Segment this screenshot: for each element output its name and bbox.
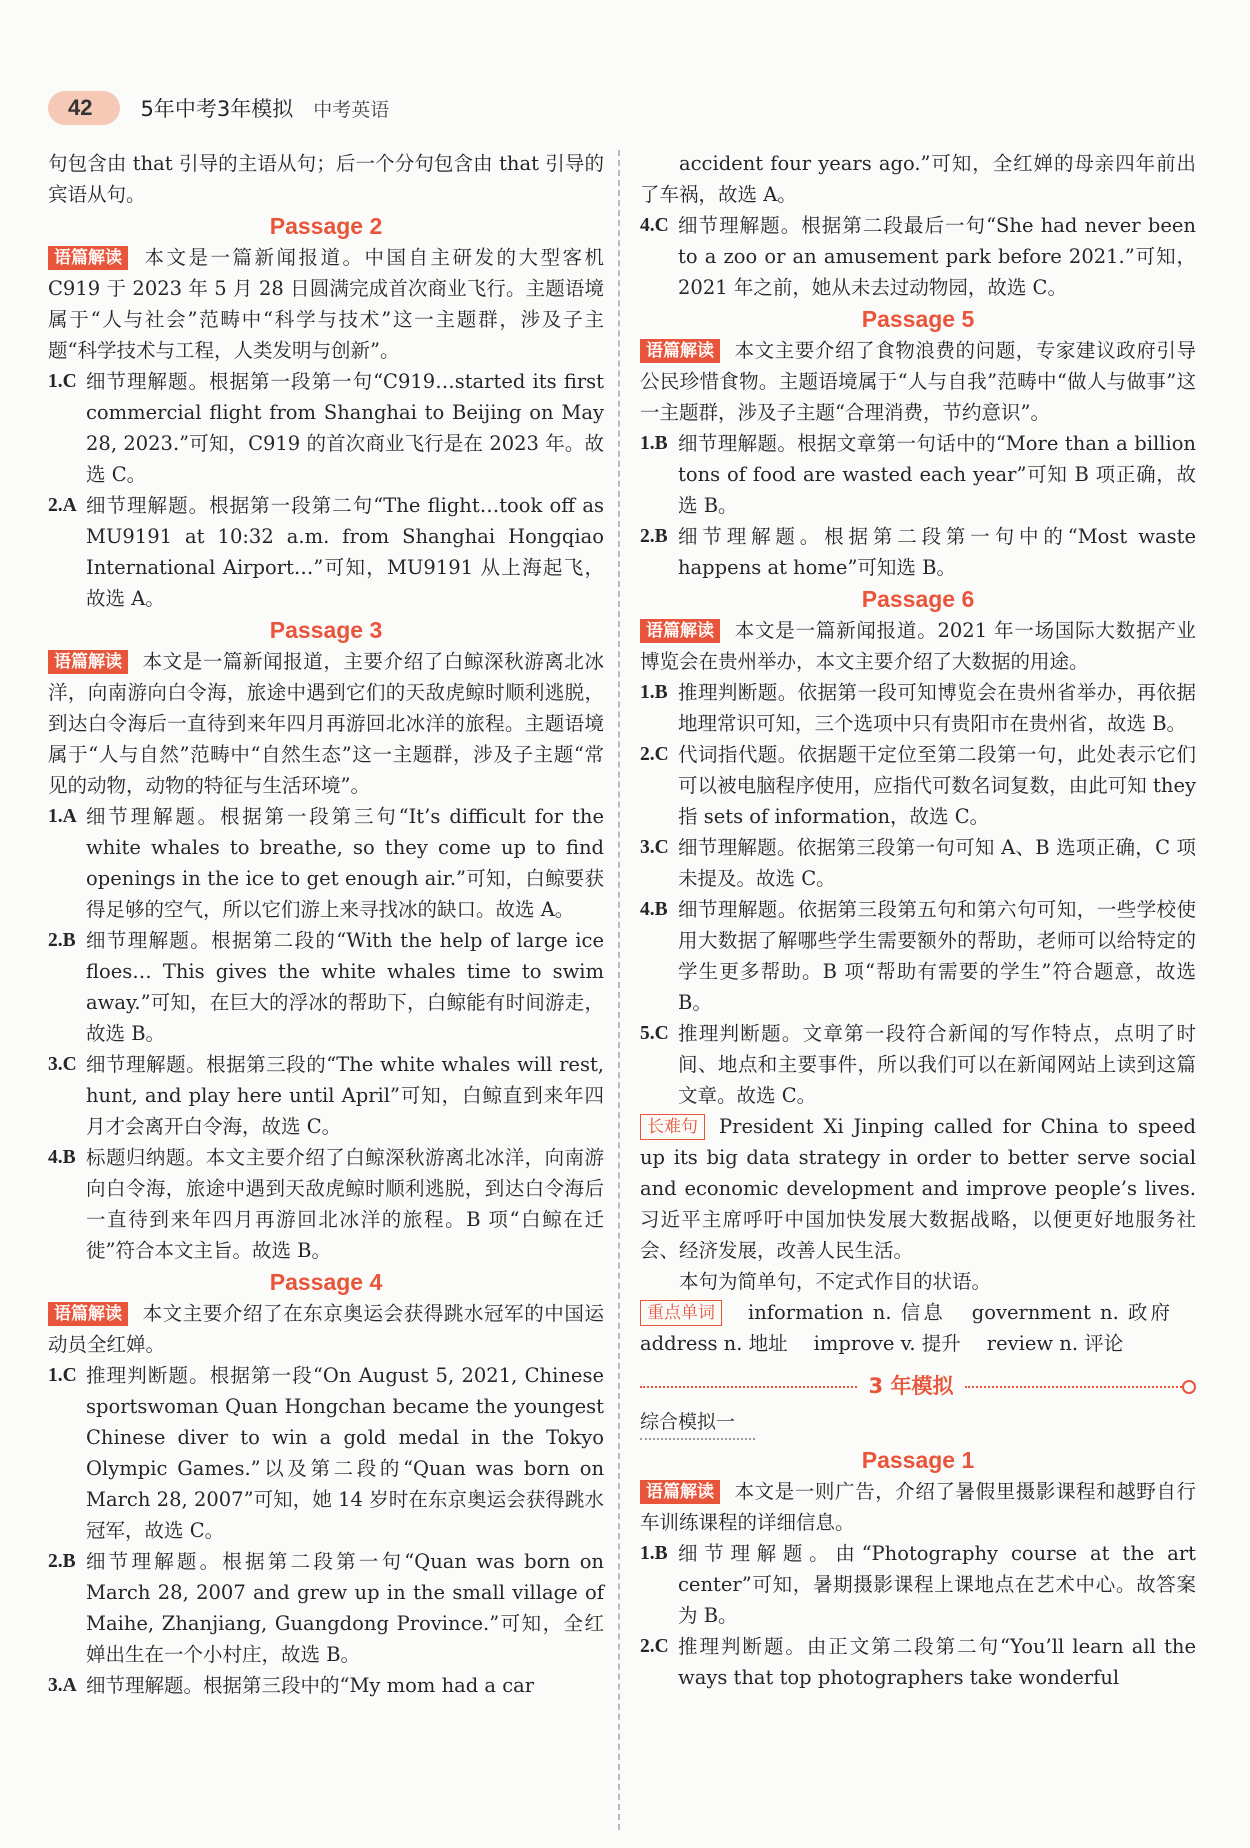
vocab-item: address n. 地址 — [640, 1332, 788, 1355]
page-number: 42 — [48, 91, 120, 125]
subsection — [640, 1406, 1196, 1444]
left-column — [48, 148, 604, 1701]
section-tag: 语篇解读 — [640, 339, 720, 363]
page-header — [48, 88, 389, 128]
answer-number: 2.C — [640, 744, 669, 765]
answer-number: 4.C — [640, 215, 669, 236]
answer-number: 1.C — [48, 371, 77, 392]
reading-analysis — [48, 1298, 604, 1360]
reading-analysis — [48, 646, 604, 801]
answer-item — [640, 210, 1196, 303]
answer-number: 2.B — [48, 930, 76, 951]
answer-explanation: 细节理解题。根据第一段第二句“The flight…took off as MU9191 at 10:32 a.m. from Shanghai Hongqiao International Airport…”可知，MU9191 从上海起飞，故选 A。 — [86, 494, 604, 610]
paragraph: 本句为简单句，不定式作目的状语。 — [679, 1270, 992, 1293]
answer-number: 3.C — [640, 837, 669, 858]
answer-item — [640, 521, 1196, 583]
reading-analysis — [640, 615, 1196, 677]
answer-item — [48, 925, 604, 1049]
section-title: 3 年模拟 — [868, 1374, 954, 1398]
answer-item — [48, 1670, 604, 1701]
answer-item — [640, 1631, 1196, 1693]
answer-item — [48, 366, 604, 490]
answer-explanation: 推理判断题。依据第一段可知博览会在贵州省举办，再依据地理常识可知，三个选项中只有贵阳市在贵州省，故选 B。 — [678, 681, 1196, 735]
dotted-line — [965, 1386, 1182, 1388]
answer-explanation: 标题归纳题。本文主要介绍了白鲸深秋游离北冰洋，向南游向白令海，旅途中遇到天敌虎鲸时顺利逃脱，到达白令海后一直待到来年四月再游回北冰洋的旅程。B 项“白鲸在迁徙”符合本文主旨。故选 B。 — [86, 1146, 604, 1262]
analysis-text: 本文是一篇新闻报道。2021 年一场国际大数据产业博览会在贵州举办，本文主要介绍了大数据的用途。 — [640, 619, 1196, 673]
section-tag: 语篇解读 — [640, 619, 720, 643]
subsection-title: 综合模拟一 — [640, 1407, 755, 1440]
answer-number: 4.B — [640, 899, 668, 920]
section-tag: 语篇解读 — [48, 1302, 128, 1326]
vocab-item: improve v. 提升 — [813, 1332, 961, 1355]
reading-analysis — [640, 335, 1196, 428]
answer-item — [640, 832, 1196, 894]
reading-analysis — [48, 242, 604, 366]
answer-item — [640, 894, 1196, 1018]
subject-label: 中考英语 — [313, 98, 390, 121]
passage-heading: Passage 5 — [861, 306, 975, 332]
answer-explanation: 细节理解题。根据第一段第三句“It’s difficult for the white whales to breathe, so they come up to find openings in the ice to get enough air.”可知，白鲸要获得足够的空气，所以它们游上来寻找冰的缺口。故选 A。 — [86, 805, 604, 921]
answer-number: 4.B — [48, 1147, 76, 1168]
long-sentence — [640, 1111, 1196, 1266]
answer-number: 1.B — [640, 682, 668, 703]
answer-item — [640, 1538, 1196, 1631]
answer-item — [640, 1018, 1196, 1111]
answer-number: 2.A — [48, 495, 77, 516]
dotted-line — [640, 1386, 857, 1388]
answer-item — [640, 677, 1196, 739]
answer-number: 1.A — [48, 806, 77, 827]
answer-explanation: 代词指代题。依据题干定位至第二段第一句，此处表示它们可以被电脑程序使用，应指代可数名词复数，由此可知 they 指 sets of information，故选 C。 — [678, 743, 1196, 828]
circle-icon — [1182, 1380, 1196, 1394]
answer-explanation: 推理判断题。由正文第二段第二句“You’ll learn all the ways that top photographers take wonderful — [678, 1635, 1196, 1689]
answer-item — [48, 1142, 604, 1266]
answer-explanation: 细节理解题。根据第三段的“The white whales will rest, hunt, and play here until April”可知，白鲸直到来年四月才会离开白令海，故选 C。 — [86, 1053, 604, 1138]
answer-explanation: 推理判断题。根据第一段“On August 5, 2021, Chinese sportswoman Quan Hongchan became the youngest Chinese diver to win a gold medal in the Tokyo Olympic Games.”以及第二段的“Quan was born on March 28, 2007”可知，她 14 岁时在东京奥运会获得跳水冠军，故选 C。 — [86, 1364, 604, 1542]
passage-heading: Passage 4 — [269, 1269, 383, 1295]
answer-number: 1.C — [48, 1365, 77, 1386]
answer-explanation: 细节理解题。根据第二段最后一句“She had never been to a zoo or an amusement park before 2021.”可知，2021 年之前，她从未去过动物园，故选 C。 — [678, 214, 1196, 299]
column-divider — [618, 150, 620, 1830]
answer-number: 3.A — [48, 1675, 77, 1696]
passage-heading: Passage 6 — [861, 586, 975, 612]
answer-explanation: 细节理解题。依据第三段第五句和第六句可知，一些学校使用大数据了解哪些学生需要额外的帮助，老师可以给特定的学生更多帮助。B 项“帮助有需要的学生”符合题意，故选 B。 — [678, 898, 1196, 1014]
paragraph: 句包含由 that 引导的主语从句；后一个分句包含由 that 引导的宾语从句。 — [48, 152, 604, 206]
vocab-item: information n. 信息 — [748, 1301, 946, 1324]
answer-number: 5.C — [640, 1023, 669, 1044]
answer-explanation: 细节理解题。根据第二段的“With the help of large ice floes… This gives the white whales time to swim away.”可知，在巨大的浮冰的帮助下，白鲸能有时间游走，故选 B。 — [86, 929, 604, 1045]
key-words — [640, 1297, 1196, 1359]
right-column — [640, 148, 1196, 1693]
analysis-text: 本文主要介绍了在东京奥运会获得跳水冠军的中国运动员全红婵。 — [48, 1302, 604, 1356]
answer-explanation: 细节理解题。由“Photography course at the art center”可知，暑期摄影课程上课地点在艺术中心。故答案为 B。 — [678, 1542, 1196, 1627]
answer-item — [640, 428, 1196, 521]
analysis-text: 本文是一篇新闻报道。中国自主研发的大型客机 C919 于 2023 年 5 月 28 日圆满完成首次商业飞行。主题语境属于“人与社会”范畴中“科学与技术”这一主题群，涉及子主题“科学技术与工程，人类发明与创新”。 — [48, 246, 604, 362]
passage-heading: Passage 3 — [269, 617, 383, 643]
passage-heading: Passage 1 — [861, 1447, 975, 1473]
answer-number: 2.C — [640, 1636, 669, 1657]
section-tag: 语篇解读 — [48, 650, 128, 674]
answer-number: 3.C — [48, 1054, 77, 1075]
section-tag: 重点单词 — [640, 1300, 722, 1326]
paragraph: accident four years ago.”可知，全红婵的母亲四年前出了车祸，故选 A。 — [640, 152, 1196, 206]
vocab-item: review n. 评论 — [986, 1332, 1124, 1355]
answer-explanation: 细节理解题。根据文章第一句话中的“More than a billion tons of food are wasted each year”可知 B 项正确，故选 B。 — [678, 432, 1196, 517]
answer-number: 1.B — [640, 1543, 668, 1564]
book-title: 5年中考3年模拟 — [140, 97, 294, 121]
answer-explanation: 细节理解题。依据第三段第一句可知 A、B 选项正确，C 项未提及。故选 C。 — [678, 836, 1196, 890]
answer-explanation: 细节理解题。根据第三段中的“My mom had a car — [86, 1674, 535, 1697]
vocab-item: government n. 政府 — [971, 1301, 1171, 1324]
passage-heading: Passage 2 — [269, 213, 383, 239]
section-tag: 长难句 — [640, 1114, 705, 1140]
section-tag: 语篇解读 — [48, 246, 128, 270]
section-divider — [640, 1371, 1196, 1402]
answer-explanation: 细节理解题。根据第二段第一句“Quan was born on March 28, 2007 and grew up in the small village of Maihe, Zhanjiang, Guangdong Province.”可知，全红婵出生在一个小村庄，故选 B。 — [86, 1550, 604, 1666]
answer-item — [48, 801, 604, 925]
answer-number: 1.B — [640, 433, 668, 454]
analysis-text: 本文是一篇新闻报道，主要介绍了白鲸深秋游离北冰洋，向南游向白令海，旅途中遇到它们的天敌虎鲸时顺利逃脱，到达白令海后一直待到来年四月再游回北冰洋的旅程。主题语境属于“人与自然”范畴中“自然生态”这一主题群，涉及子主题“常见的动物，动物的特征与生活环境”。 — [48, 650, 604, 797]
answer-item — [48, 1049, 604, 1142]
answer-explanation: 细节理解题。根据第二段第一句中的“Most waste happens at home”可知选 B。 — [678, 525, 1196, 579]
answer-item — [48, 490, 604, 614]
answer-number: 2.B — [640, 526, 668, 547]
answer-item — [640, 739, 1196, 832]
answer-explanation: 推理判断题。文章第一段符合新闻的写作特点，点明了时间、地点和主要事件，所以我们可以在新闻网站上读到这篇文章。故选 C。 — [678, 1022, 1196, 1107]
answer-explanation: 细节理解题。根据第一段第一句“C919…started its first commercial flight from Shanghai to Beijing on May 28, 2023.”可知，C919 的首次商业飞行是在 2023 年。故选 C。 — [86, 370, 604, 486]
answer-item — [48, 1360, 604, 1546]
answer-number: 2.B — [48, 1551, 76, 1572]
analysis-text: 本文是一则广告，介绍了暑假里摄影课程和越野自行车训练课程的详细信息。 — [640, 1480, 1196, 1534]
answer-item — [48, 1546, 604, 1670]
reading-analysis — [640, 1476, 1196, 1538]
section-tag: 语篇解读 — [640, 1480, 720, 1504]
analysis-text: 本文主要介绍了食物浪费的问题，专家建议政府引导公民珍惜食物。主题语境属于“人与自我”范畴中“做人与做事”这一主题群，涉及子主题“合理消费，节约意识”。 — [640, 339, 1196, 424]
analysis-text: President Xi Jinping called for China to speed up its big data strategy in order to better serve social and economic development and improve people’s lives. 习近平主席呼吁中国加快发展大数据战略，以便更好地服务社会、经济发展，改善人民生活。 — [640, 1115, 1196, 1262]
